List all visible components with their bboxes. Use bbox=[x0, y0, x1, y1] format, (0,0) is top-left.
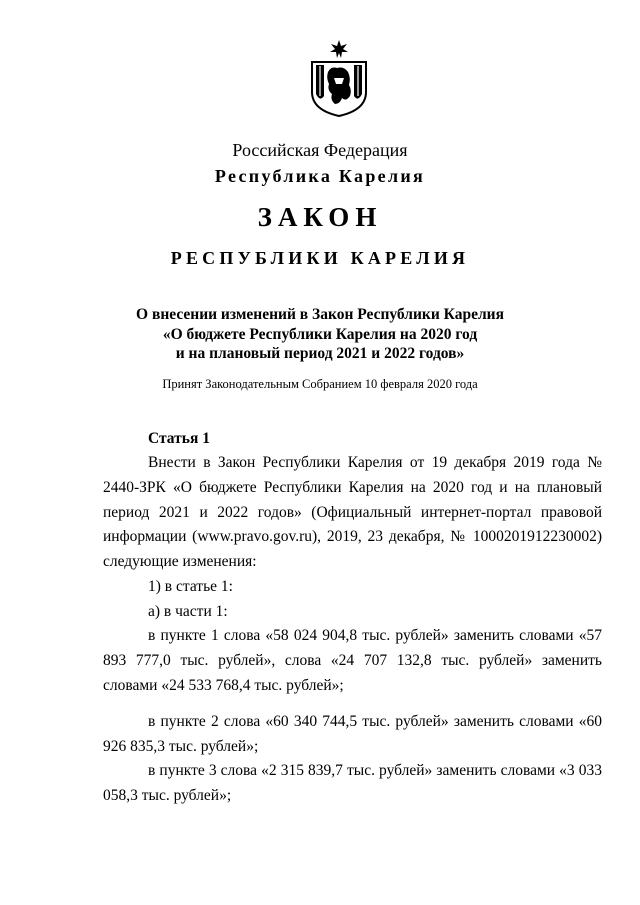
article-heading: Статья 1 bbox=[148, 430, 210, 447]
article-body-intro bbox=[103, 451, 602, 575]
article-point-1-block bbox=[103, 624, 602, 698]
country-name: Российская Федерация bbox=[232, 140, 408, 160]
article-items bbox=[103, 575, 602, 625]
point-2: в пункте 2 слова «60 340 744,5 тыс. рублей» заменить словами «60 926 835,3 тыс. рублей»; bbox=[103, 713, 602, 755]
coat-of-arms-emblem bbox=[304, 38, 374, 118]
adoption-note: Принят Законодательным Собранием 10 февраля 2020 года bbox=[162, 377, 478, 391]
law-title-line: и на плановый период 2021 и 2022 годов» bbox=[175, 345, 465, 362]
point-1: в пункте 1 слова «58 024 904,8 тыс. рублей» заменить словами «57 893 777,0 тыс. рублей», слова «24 707 132,8 тыс. рублей» заменить словами «24 533 768,4 тыс. рублей»; bbox=[103, 627, 602, 694]
law-title-line: О внесении изменений в Закон Республики Карелия bbox=[136, 306, 504, 323]
item-1: 1) в статье 1: bbox=[148, 578, 233, 595]
republic-name: Республика Карелия bbox=[214, 166, 426, 186]
document-type: ЗАКОН bbox=[257, 202, 383, 232]
item-1a: а) в части 1: bbox=[148, 602, 228, 620]
law-title-line: «О бюджете Республики Карелия на 2020 год bbox=[162, 325, 478, 343]
article-point-3-block bbox=[103, 759, 602, 809]
article-point-2-block bbox=[103, 710, 602, 760]
article-intro-paragraph: Внести в Закон Республики Карелия от 19 декабря 2019 года № 2440-ЗРК «О бюджете Республики Карелия на 2020 год и на плановый период 2021 и 2022 годов» (Официальный интернет-портал правовой информации (www.pravo.gov.ru), 2019, 23 декабря, № 1000201912230002) следующие изменения: bbox=[103, 454, 602, 571]
law-title bbox=[0, 305, 640, 364]
point-3: в пункте 3 слова «2 315 839,7 тыс. рублей» заменить словами «3 033 058,3 тыс. рублей»; bbox=[103, 762, 602, 804]
document-issuer: РЕСПУБЛИКИ КАРЕЛИЯ bbox=[170, 248, 470, 268]
